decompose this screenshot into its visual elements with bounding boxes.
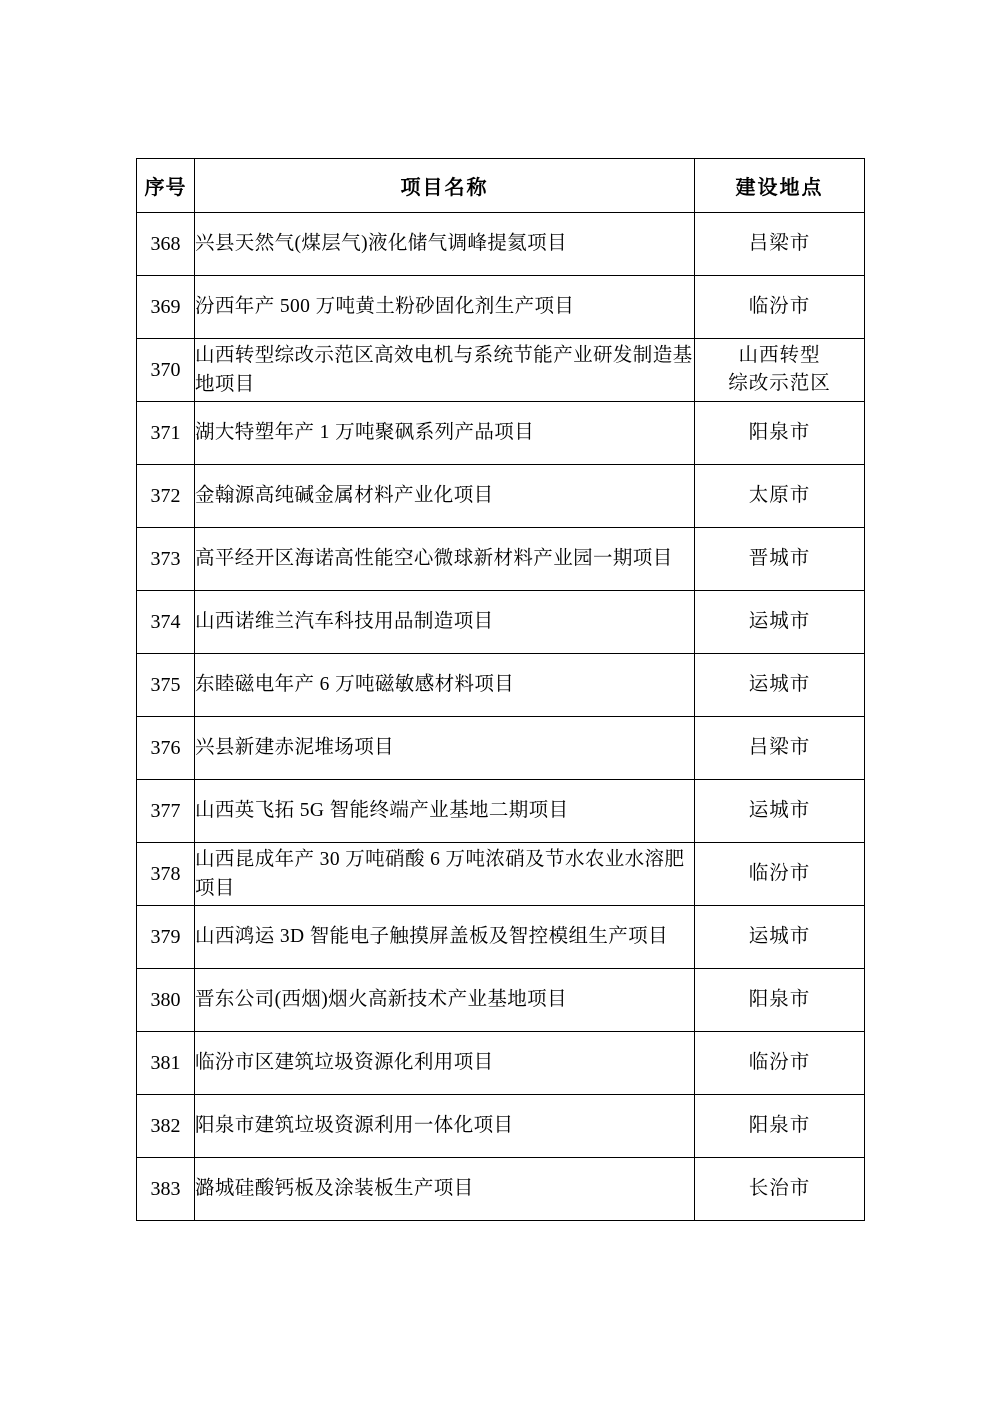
location-line: 运城市 xyxy=(748,799,811,821)
location-line: 吕梁市 xyxy=(748,232,811,254)
table-row xyxy=(137,969,865,1032)
cell-project-name: 山西英飞拓 5G 智能终端产业基地二期项目 xyxy=(195,780,695,843)
cell-construction-location xyxy=(695,780,865,843)
cell-project-name: 兴县天然气(煤层气)液化储气调峰提氦项目 xyxy=(195,213,695,276)
cell-project-name: 山西转型综改示范区高效电机与系统节能产业研发制造基地项目 xyxy=(195,339,695,402)
cell-construction-location xyxy=(695,1158,865,1221)
cell-construction-location xyxy=(695,969,865,1032)
table-row xyxy=(137,276,865,339)
cell-serial-number: 369 xyxy=(137,276,195,339)
table-row xyxy=(137,1095,865,1158)
cell-serial-number: 382 xyxy=(137,1095,195,1158)
cell-project-name: 东睦磁电年产 6 万吨磁敏感材料项目 xyxy=(195,654,695,717)
cell-serial-number: 378 xyxy=(137,843,195,906)
cell-construction-location xyxy=(695,528,865,591)
location-line: 综改示范区 xyxy=(728,373,831,394)
cell-construction-location xyxy=(695,717,865,780)
column-header-name: 项目名称 xyxy=(195,159,695,213)
table-row xyxy=(137,906,865,969)
project-table xyxy=(136,158,865,1221)
table-row xyxy=(137,1158,865,1221)
cell-construction-location xyxy=(695,1095,865,1158)
cell-project-name: 晋东公司(西烟)烟火高新技术产业基地项目 xyxy=(195,969,695,1032)
cell-serial-number: 381 xyxy=(137,1032,195,1095)
cell-serial-number: 383 xyxy=(137,1158,195,1221)
cell-serial-number: 371 xyxy=(137,402,195,465)
location-line: 临汾市 xyxy=(748,1051,811,1073)
cell-serial-number: 372 xyxy=(137,465,195,528)
cell-construction-location xyxy=(695,591,865,654)
table-row xyxy=(137,1032,865,1095)
cell-construction-location xyxy=(695,402,865,465)
location-line: 运城市 xyxy=(748,673,811,695)
cell-project-name: 山西鸿运 3D 智能电子触摸屏盖板及智控模组生产项目 xyxy=(195,906,695,969)
table-row xyxy=(137,717,865,780)
table-header xyxy=(137,159,865,213)
location-line: 阳泉市 xyxy=(748,421,811,443)
cell-construction-location xyxy=(695,1032,865,1095)
cell-serial-number: 374 xyxy=(137,591,195,654)
cell-serial-number: 377 xyxy=(137,780,195,843)
location-line: 山西转型 xyxy=(738,344,821,366)
location-line: 阳泉市 xyxy=(748,1114,811,1136)
cell-serial-number: 368 xyxy=(137,213,195,276)
cell-serial-number: 370 xyxy=(137,339,195,402)
location-line: 临汾市 xyxy=(748,862,811,884)
cell-project-name: 临汾市区建筑垃圾资源化利用项目 xyxy=(195,1032,695,1095)
cell-serial-number: 380 xyxy=(137,969,195,1032)
cell-serial-number: 373 xyxy=(137,528,195,591)
cell-serial-number: 375 xyxy=(137,654,195,717)
table-row xyxy=(137,213,865,276)
cell-project-name: 潞城硅酸钙板及涂装板生产项目 xyxy=(195,1158,695,1221)
table-row xyxy=(137,339,865,402)
location-line: 运城市 xyxy=(748,925,811,947)
table-row xyxy=(137,843,865,906)
cell-project-name: 高平经开区海诺高性能空心微球新材料产业园一期项目 xyxy=(195,528,695,591)
location-line: 吕梁市 xyxy=(748,736,811,758)
cell-project-name: 山西昆成年产 30 万吨硝酸 6 万吨浓硝及节水农业水溶肥项目 xyxy=(195,843,695,906)
location-line: 太原市 xyxy=(748,484,811,506)
location-line: 运城市 xyxy=(748,610,811,632)
location-line: 阳泉市 xyxy=(748,988,811,1010)
cell-project-name: 金翰源高纯碱金属材料产业化项目 xyxy=(195,465,695,528)
table-row xyxy=(137,465,865,528)
cell-construction-location xyxy=(695,654,865,717)
table-row xyxy=(137,780,865,843)
cell-construction-location xyxy=(695,213,865,276)
cell-project-name: 兴县新建赤泥堆场项目 xyxy=(195,717,695,780)
location-line: 晋城市 xyxy=(748,547,811,569)
table-row xyxy=(137,528,865,591)
cell-construction-location xyxy=(695,339,865,402)
column-header-no: 序号 xyxy=(137,159,195,213)
column-header-location: 建设地点 xyxy=(695,159,865,213)
cell-serial-number: 379 xyxy=(137,906,195,969)
table-row xyxy=(137,654,865,717)
table-row xyxy=(137,402,865,465)
cell-construction-location xyxy=(695,276,865,339)
cell-construction-location xyxy=(695,906,865,969)
location-line: 长治市 xyxy=(748,1177,811,1199)
cell-project-name: 湖大特塑年产 1 万吨聚砜系列产品项目 xyxy=(195,402,695,465)
cell-construction-location xyxy=(695,843,865,906)
cell-serial-number: 376 xyxy=(137,717,195,780)
cell-project-name: 山西诺维兰汽车科技用品制造项目 xyxy=(195,591,695,654)
cell-project-name: 阳泉市建筑垃圾资源利用一体化项目 xyxy=(195,1095,695,1158)
location-line: 临汾市 xyxy=(748,295,811,317)
cell-project-name: 汾西年产 500 万吨黄土粉砂固化剂生产项目 xyxy=(195,276,695,339)
cell-construction-location xyxy=(695,465,865,528)
table-body xyxy=(137,213,865,1221)
project-table-container xyxy=(136,158,864,1221)
table-header-row xyxy=(137,159,865,213)
table-row xyxy=(137,591,865,654)
